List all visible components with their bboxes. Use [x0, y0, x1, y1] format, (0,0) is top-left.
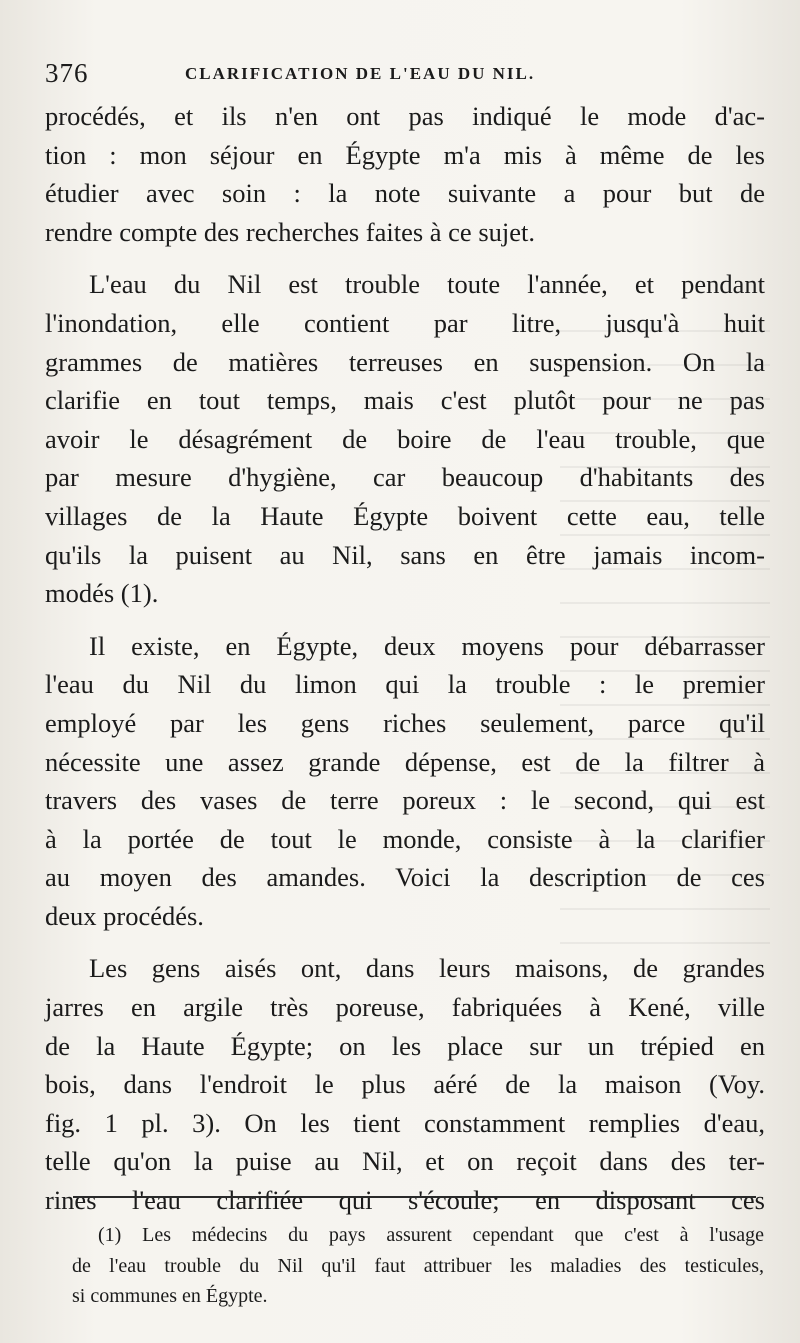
footnote-line: (1) Les médecins du pays assurent cependant que c'est à l'usage — [98, 1224, 764, 1246]
footnote — [72, 1220, 764, 1312]
text-line: l'inondation, elle contient par litre, jusqu'à huit — [45, 307, 765, 338]
text-line: Il existe, en Égypte, deux moyens pour débarrasser — [89, 630, 765, 661]
text-line: clarifie en tout temps, mais c'est plutôt pour ne pas — [45, 385, 765, 416]
text-line: qu'ils la puisent au Nil, sans en être jamais incom- — [45, 539, 765, 570]
paragraph-4 — [45, 949, 765, 1219]
text-line: bois, dans l'endroit le plus aéré de la maison (Voy. — [45, 1069, 765, 1100]
page-number: 376 — [45, 58, 89, 88]
text-line: tion : mon séjour en Égypte m'a mis à même de les — [45, 139, 765, 170]
text-line: travers des vases de terre poreux : le second, qui est — [45, 785, 765, 816]
text-line: Les gens aisés ont, dans leurs maisons, de grandes — [89, 953, 765, 984]
text-line: fig. 1 pl. 3). On les tient constamment remplies d'eau, — [45, 1107, 765, 1138]
text-line: au moyen des amandes. Voici la description de ces — [45, 862, 765, 893]
text-line: rendre compte des recherches faites à ce sujet. — [45, 216, 535, 247]
running-title: CLARIFICATION DE L'EAU DU NIL. — [185, 64, 536, 83]
paragraph-3 — [45, 627, 765, 936]
text-line: procédés, et ils n'en ont pas indiqué le mode d'ac- — [45, 101, 765, 131]
text-line: villages de la Haute Égypte boivent cette eau, telle — [45, 500, 765, 531]
text-line: rines l'eau clarifiée qui s'écoule; en disposant ces — [45, 1185, 765, 1216]
paragraph-2 — [45, 265, 765, 612]
text-line: l'eau du Nil du limon qui la trouble : le premier — [45, 669, 765, 700]
text-line: grammes de matières terreuses en suspension. On la — [45, 346, 765, 377]
footnote-line: de l'eau trouble du Nil qu'il faut attribuer les maladies des testicules, — [72, 1254, 764, 1277]
footnote-line: si communes en Égypte. — [72, 1285, 268, 1307]
text-line: deux procédés. — [45, 900, 204, 931]
text-line: telle qu'on la puise au Nil, et on reçoit dans des ter- — [45, 1146, 765, 1177]
text-line: par mesure d'hygiène, car beaucoup d'habitants des — [45, 462, 765, 493]
text-line: avoir le désagrément de boire de l'eau trouble, que — [45, 423, 765, 454]
paragraph-1 — [45, 97, 765, 251]
footnote-rule — [73, 1196, 756, 1198]
text-line: à la portée de tout le monde, consiste à la clarifier — [45, 823, 765, 854]
text-line: de la Haute Égypte; on les place sur un trépied en — [45, 1030, 765, 1061]
text-line: employé par les gens riches seulement, parce qu'il — [45, 707, 765, 738]
text-line: jarres en argile très poreuse, fabriquées à Kené, ville — [45, 992, 765, 1023]
text-line: nécessite une assez grande dépense, est de la filtrer à — [45, 746, 765, 777]
body-text — [45, 97, 765, 1220]
text-line: étudier avec soin : la note suivante a pour but de — [45, 178, 765, 209]
text-line: modés (1). — [45, 578, 159, 609]
text-line: L'eau du Nil est trouble toute l'année, et pendant — [89, 269, 765, 300]
page-header — [45, 58, 757, 88]
